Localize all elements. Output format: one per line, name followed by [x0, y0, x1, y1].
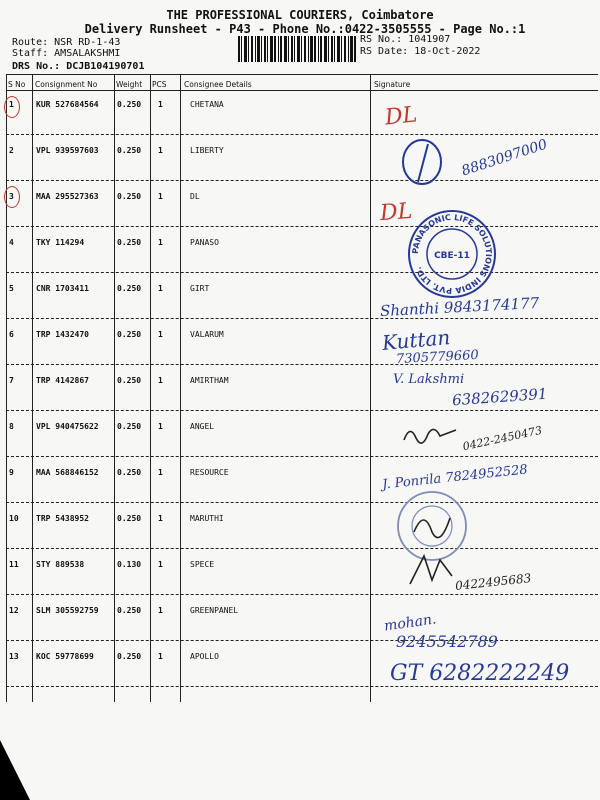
drs-label: DRS No.:	[12, 61, 61, 72]
signature-row-13: GT 6282222249	[390, 661, 570, 686]
cell-consignee: ANGEL	[190, 422, 215, 431]
col-header-consignee: Consignee Details	[184, 80, 252, 89]
signature-row-6-name: Kuttan	[381, 325, 452, 355]
cell-pcs: 1	[158, 514, 163, 523]
row-divider	[6, 364, 598, 365]
cell-sno: 12	[9, 606, 19, 615]
cell-consignee: RESOURCE	[190, 468, 229, 477]
cell-pcs: 1	[158, 468, 163, 477]
table-left-border	[6, 74, 7, 702]
col-header-signature: Signature	[374, 80, 411, 89]
cell-weight: 0.250	[117, 284, 142, 293]
staff-value: AMSALAKSHMI	[54, 48, 121, 59]
cell-weight: 0.250	[117, 100, 142, 109]
rs-info	[360, 34, 480, 58]
cell-sno: 10	[9, 514, 19, 523]
barcode	[238, 36, 356, 62]
signature-row-1: DL	[383, 102, 419, 131]
cell-sno: 7	[9, 376, 14, 385]
row-divider	[6, 548, 598, 549]
cell-pcs: 1	[158, 606, 163, 615]
cell-consignment: KOC 59778699	[36, 652, 94, 661]
cell-weight: 0.250	[117, 192, 142, 201]
signature-row-6-phone: 7305779660	[395, 347, 480, 368]
row-divider	[6, 134, 598, 135]
cell-consignee: VALARUM	[190, 330, 224, 339]
cell-pcs: 1	[158, 560, 163, 569]
cell-sno: 9	[9, 468, 14, 477]
cell-consignee: APOLLO	[190, 652, 219, 661]
col-divider-pcs	[180, 74, 181, 702]
signature-row-7-name: V. Lakshmi	[393, 372, 465, 387]
route-label: Route:	[12, 37, 49, 48]
cell-weight: 0.250	[117, 514, 142, 523]
cell-consignee: SPECE	[190, 560, 215, 569]
cell-pcs: 1	[158, 330, 163, 339]
cell-pcs: 1	[158, 100, 163, 109]
cell-weight: 0.250	[117, 422, 142, 431]
sno-3-circle	[4, 186, 20, 208]
cell-consignment: STY 889538	[36, 560, 85, 569]
cell-consignment: SLM 305592759	[36, 606, 99, 615]
cell-consignee: GIRT	[190, 284, 210, 293]
row-divider	[6, 318, 598, 319]
rs-no-label: RS No.:	[360, 34, 403, 45]
seal-ring-text: PANASONIC LIFE SOLUTIONS INDIA PVT. LTD.	[410, 212, 494, 296]
row-divider	[6, 456, 598, 457]
table-top-border	[6, 74, 598, 75]
row-divider	[6, 226, 598, 227]
staff-line	[12, 48, 120, 60]
col-header-sno: S No	[8, 80, 26, 89]
signature-row-7-phone: 6382629391	[451, 384, 548, 410]
cell-weight: 0.250	[117, 652, 142, 661]
cell-weight: 0.250	[117, 468, 142, 477]
runsheet-subtitle: Delivery Runsheet - P43 - Phone No.:0422-3505555 - Page No.:1	[84, 22, 526, 36]
signature-row-5: Shanthi 9843174177	[379, 293, 540, 321]
cell-consignment: TRP 1432470	[36, 330, 89, 339]
route-value: NSR RD-1-43	[54, 37, 121, 48]
row-divider	[6, 686, 598, 687]
cell-consignee: AMIRTHAM	[190, 376, 229, 385]
rs-date-value: 18-Oct-2022	[414, 46, 481, 57]
cell-consignment: TRP 4142867	[36, 376, 89, 385]
row-divider	[6, 180, 598, 181]
drs-value: DCJB104190701	[66, 61, 145, 72]
cell-consignment: VPL 940475622	[36, 422, 99, 431]
cell-consignee: MARUTHI	[190, 514, 224, 523]
row-divider	[6, 272, 598, 273]
cell-consignment: TKY 114294	[36, 238, 85, 247]
cell-consignee: LIBERTY	[190, 146, 224, 155]
rs-date-label: RS Date:	[360, 46, 409, 57]
sno-1-circle	[4, 96, 20, 118]
company-title: THE PROFESSIONAL COURIERS, Coimbatore	[166, 8, 434, 22]
col-divider-weight	[150, 74, 151, 702]
cell-consignee: PANASO	[190, 238, 219, 247]
rs-no-value: 1041907	[408, 34, 451, 45]
signature-row-8-phone: 0422-2450473	[461, 423, 544, 454]
cell-weight: 0.130	[117, 560, 142, 569]
signature-row-8-scribble	[400, 420, 460, 454]
row-divider	[6, 594, 598, 595]
cell-sno: 2	[9, 146, 14, 155]
cell-weight: 0.250	[117, 376, 142, 385]
staff-label: Staff:	[12, 48, 49, 59]
signature-row-3: DL	[379, 198, 414, 227]
cell-consignment: MAA 568846152	[36, 468, 99, 477]
cell-pcs: 1	[158, 376, 163, 385]
company-seal-stamp	[406, 208, 498, 300]
cell-sno: 3	[9, 192, 14, 201]
signature-row-11-scribble	[406, 550, 456, 590]
cell-sno: 4	[9, 238, 14, 247]
row-divider	[6, 502, 598, 503]
cell-weight: 0.250	[117, 330, 142, 339]
cell-sno: 8	[9, 422, 14, 431]
cell-consignee: DL	[190, 192, 200, 201]
cell-consignment: TRP 5438952	[36, 514, 89, 523]
signature-row-9: J. Ponrila 7824952528	[381, 462, 529, 493]
cell-sno: 1	[9, 100, 14, 109]
signature-row-2-phone: 8883097000	[459, 136, 550, 180]
cell-consignee: CHETANA	[190, 100, 224, 109]
cell-pcs: 1	[158, 422, 163, 431]
scan-shadow	[0, 740, 40, 800]
drs-line	[12, 61, 144, 73]
cell-consignment: KUR 527684564	[36, 100, 99, 109]
cell-consignee: GREENPANEL	[190, 606, 239, 615]
col-divider-sno	[32, 74, 33, 702]
cell-consignment: MAA 295527363	[36, 192, 99, 201]
signature-row-12-phone: 9245542789	[396, 632, 498, 651]
table-header-border	[6, 90, 598, 91]
cell-pcs: 1	[158, 192, 163, 201]
col-divider-consignee	[370, 74, 371, 702]
col-divider-consignment	[114, 74, 115, 702]
cell-sno: 6	[9, 330, 14, 339]
seal-center-text: CBE-11	[434, 251, 470, 261]
col-header-weight: Weight	[116, 80, 143, 89]
cell-pcs: 1	[158, 146, 163, 155]
cell-consignment: CNR 1703411	[36, 284, 89, 293]
row-divider	[6, 640, 598, 641]
col-header-pcs: PCS	[152, 80, 167, 89]
cell-weight: 0.250	[117, 238, 142, 247]
row-divider	[6, 410, 598, 411]
cell-pcs: 1	[158, 284, 163, 293]
cell-sno: 5	[9, 284, 14, 293]
cell-consignment: VPL 939597603	[36, 146, 99, 155]
cell-weight: 0.250	[117, 606, 142, 615]
cell-sno: 13	[9, 652, 19, 661]
cell-pcs: 1	[158, 652, 163, 661]
cell-pcs: 1	[158, 238, 163, 247]
signature-row-12-name: mohan.	[383, 611, 438, 635]
rs-date-line	[360, 46, 480, 58]
cell-weight: 0.250	[117, 146, 142, 155]
col-header-consignment: Consignment No	[35, 80, 98, 89]
cell-sno: 11	[9, 560, 19, 569]
signature-row-2-scribble	[398, 138, 448, 190]
rs-no-line	[360, 34, 480, 46]
signature-row-11-phone: 0422495683	[454, 571, 532, 593]
